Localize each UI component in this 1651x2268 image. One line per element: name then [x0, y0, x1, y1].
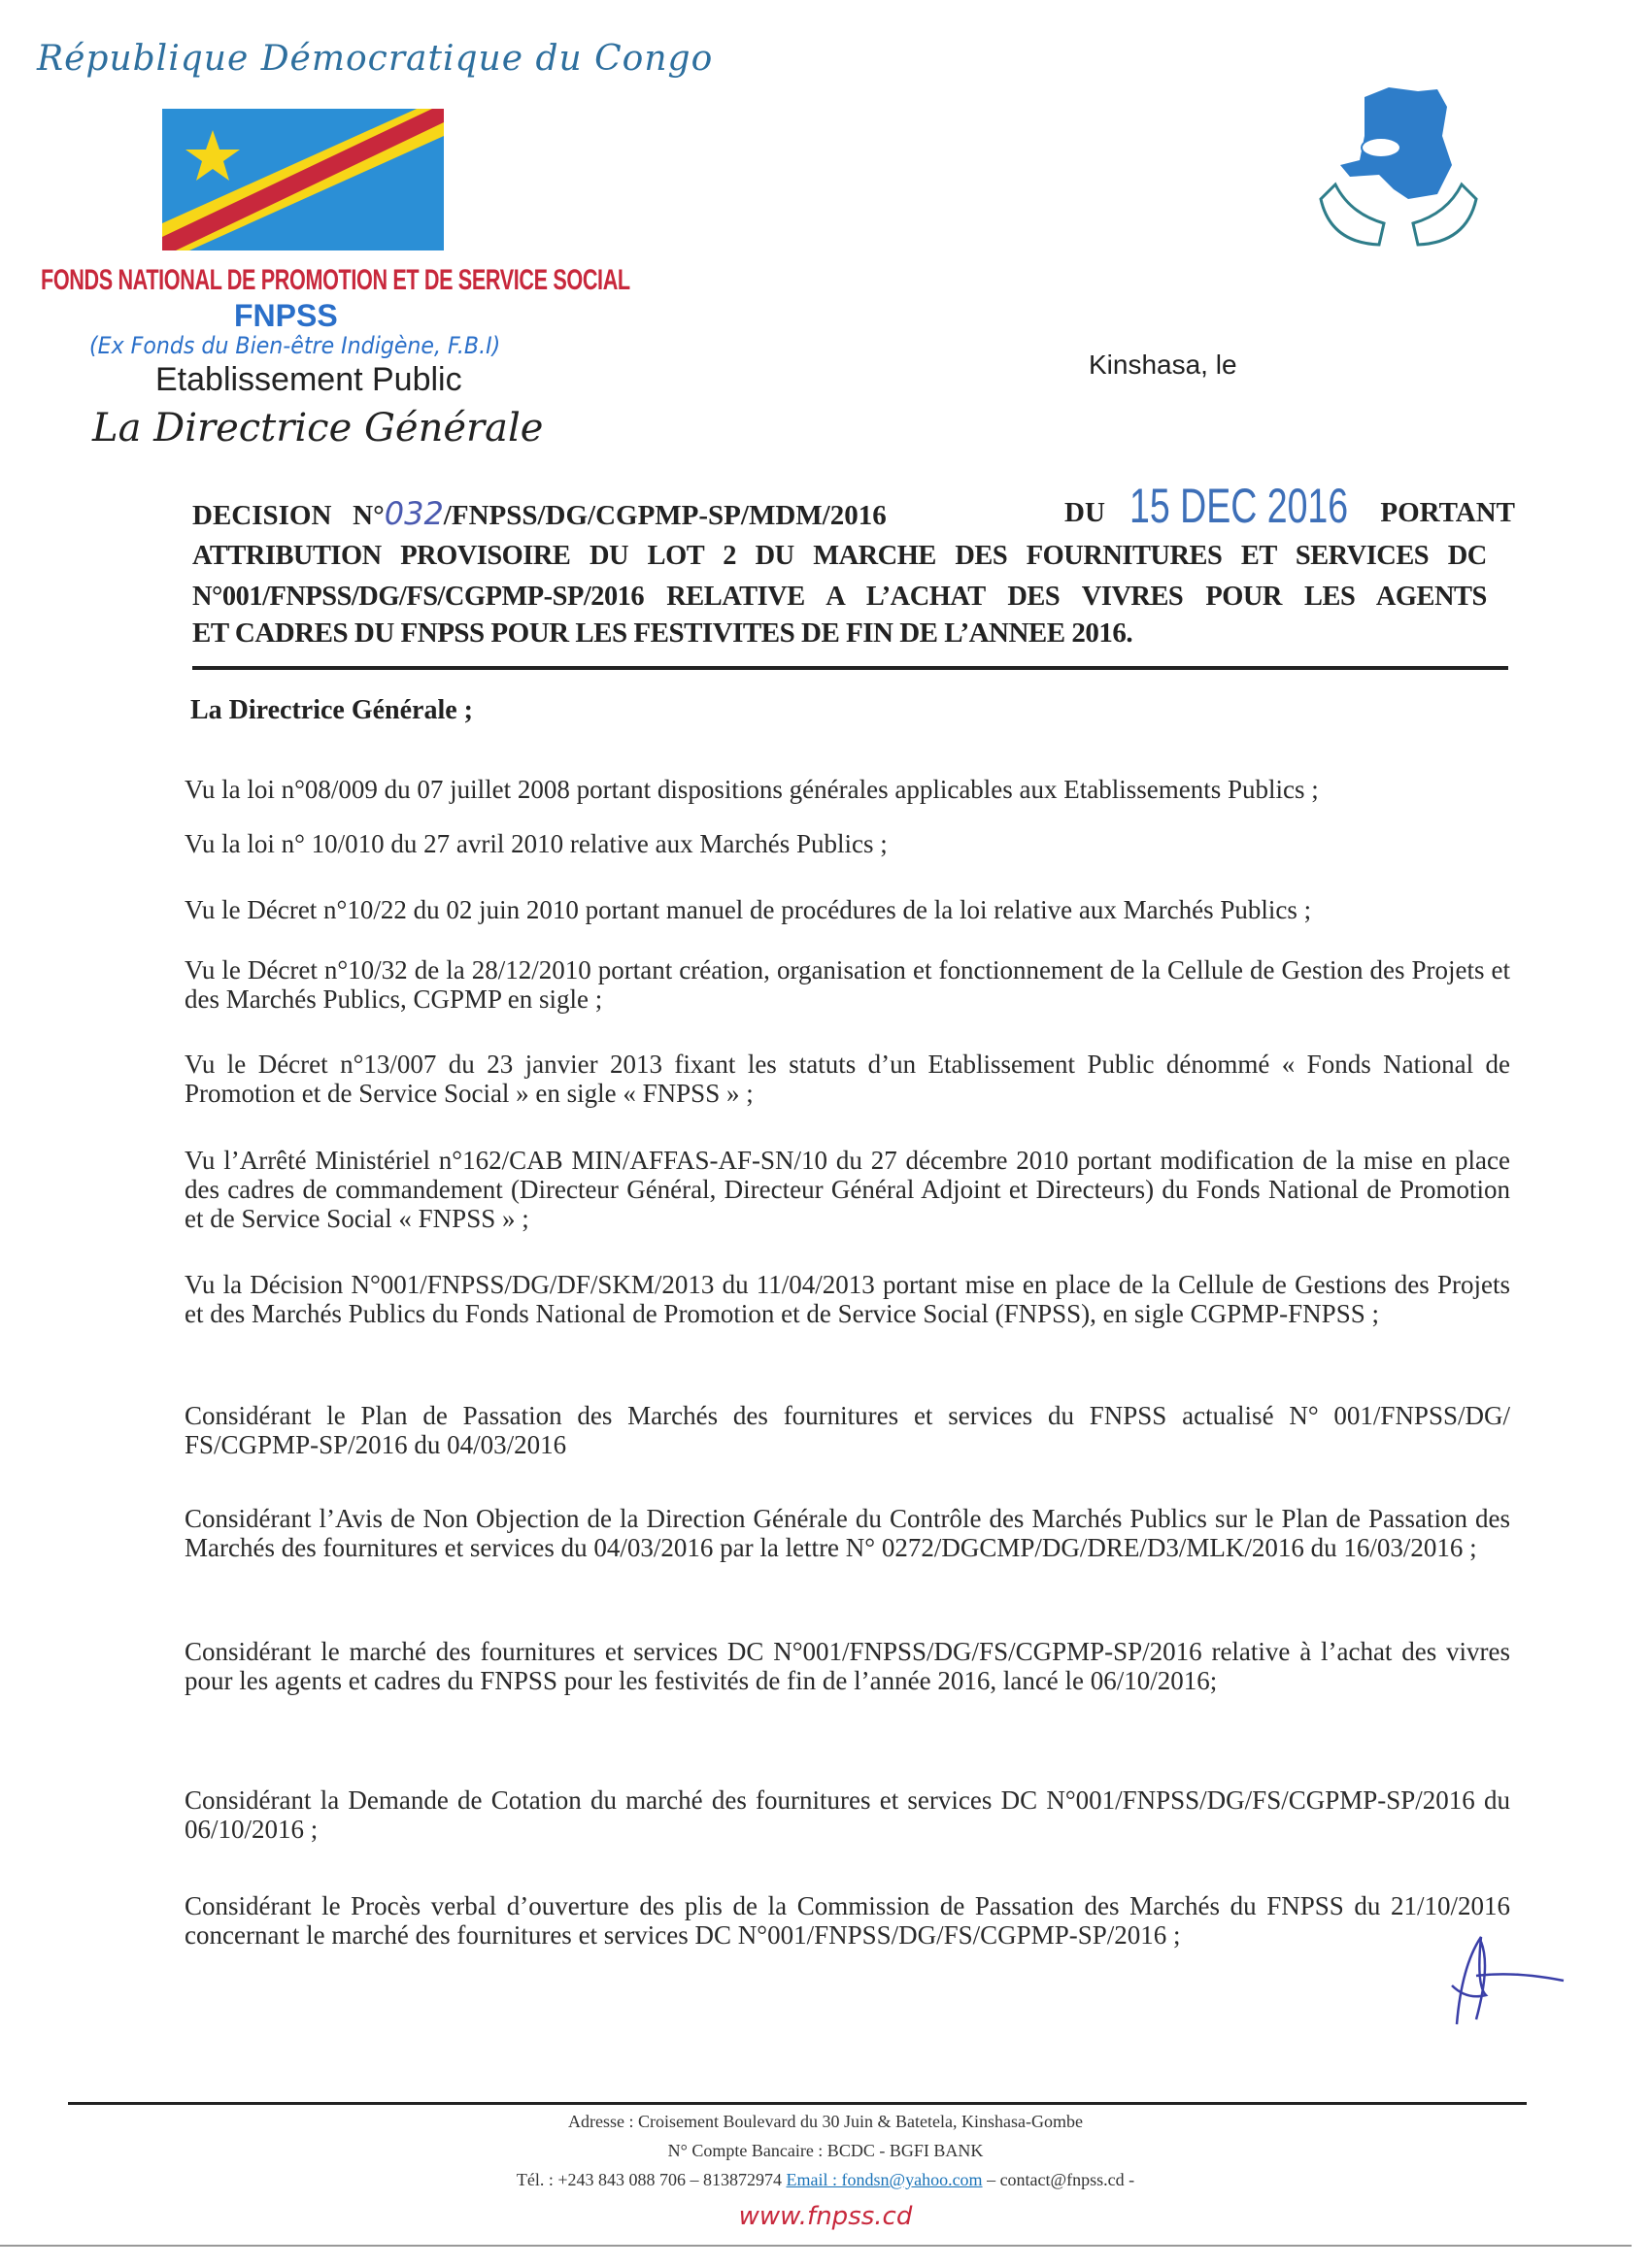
recital-paragraph: Vu la loi n°08/009 du 07 juillet 2008 portant dispositions générales applicables aux Etablissements Publics ; [185, 775, 1319, 804]
decision-reference: /FNPSS/DG/CGPMP-SP/MDM/2016 [443, 500, 887, 531]
office-title: La Directrice Générale [92, 406, 544, 450]
footer-divider [68, 2102, 1527, 2105]
portant-label: PORTANT [1380, 497, 1515, 528]
recital-paragraph: Vu l’Arrêté Ministériel n°162/CAB MIN/AFFAS-AF-SN/10 du 27 décembre 2010 portant modification de la mise en place des cadres de commandement (Directeur Général, Directeur Général Adjoint et Directeurs) du Fonds National de Promotion et de Service Social « FNPSS » ; [185, 1146, 1510, 1233]
place-date-label: Kinshasa, le [1089, 350, 1237, 380]
recital-paragraph: Vu la Décision N°001/FNPSS/DG/DF/SKM/2013 du 11/04/2013 portant mise en place de la Cellule de Gestions des Projets et des Marchés Publics du Fonds National de Promotion et de Service Social (FNPSS), en sigle CGPMP-FNPSS ; [185, 1270, 1510, 1328]
status-label: Etablissement Public [155, 361, 462, 398]
footer-phone: Tél. : +243 843 088 706 – 813872974 [516, 2170, 783, 2189]
footer-email-link[interactable]: Email : fondsn@yahoo.com [786, 2170, 983, 2189]
recital-paragraph: Considérant le marché des fournitures et services DC N°001/FNPSS/DG/FS/CGPMP-SP/2016 relative à l’achat des vivres pour les agents et cadres du FNPSS pour les festivités de fin de l’année 2016, lancé le 06/10/2016; [185, 1637, 1510, 1695]
recital-paragraph: Considérant l’Avis de Non Objection de la Direction Générale du Contrôle des Marchés Publics sur le Plan de Passation des Marchés des fournitures et services du 04/03/2016 par la lettre N° 0272/DGCMP/DG/DRE/D3/MLK/2016 du 16/03/2016 ; [185, 1504, 1510, 1562]
fnpss-logo-icon [1311, 78, 1486, 252]
country-name: République Démocratique du Congo [37, 39, 714, 79]
recital-paragraph: Considérant le Plan de Passation des Marchés des fournitures et services du FNPSS actualisé N° 001/FNPSS/DG/ FS/CGPMP-SP/2016 du 04/03/2016 [185, 1401, 1510, 1459]
title-divider [192, 666, 1508, 670]
initials-signature [1437, 1927, 1573, 2034]
drc-flag [162, 109, 444, 250]
decision-line-1 [192, 479, 1515, 534]
du-label: DU [1064, 497, 1105, 528]
recital-paragraph: Vu le Décret n°10/32 de la 28/12/2010 portant création, organisation et fonctionnement de la Cellule de Gestion des Projets et des Marchés Publics, CGPMP en sigle ; [185, 955, 1510, 1014]
salutation: La Directrice Générale ; [190, 695, 474, 725]
footer-contact: – contact@fnpss.cd - [987, 2170, 1135, 2189]
decision-title-line: N°001/FNPSS/DG/FS/CGPMP-SP/2016 RELATIVE A L’ACHAT DES VIVRES POUR LES AGENTS [192, 581, 1487, 612]
recital-paragraph: Considérant la Demande de Cotation du marché des fournitures et services DC N°001/FNPSS/DG/FS/CGPMP-SP/2016 du 06/10/2016 ; [185, 1785, 1510, 1844]
date-stamp: 15 DEC 2016 [1129, 479, 1349, 533]
recital-paragraph: Vu le Décret n°13/007 du 23 janvier 2013 fixant les statuts d’un Etablissement Public dénommé « Fonds National de Promotion et de Service Social » en sigle « FNPSS » ; [185, 1050, 1510, 1108]
footer-website[interactable]: www.fnpss.cd [738, 2202, 913, 2231]
org-name: FONDS NATIONAL DE PROMOTION ET DE SERVICE SOCIAL [41, 264, 630, 296]
page-bottom-edge [0, 2245, 1632, 2247]
recital-paragraph: Vu la loi n° 10/010 du 27 avril 2010 relative aux Marchés Publics ; [185, 829, 888, 858]
decision-title-line: ATTRIBUTION PROVISOIRE DU LOT 2 DU MARCHE DES FOURNITURES ET SERVICES DC [192, 540, 1487, 571]
decision-number: 032 [384, 495, 444, 532]
footer-contact-line [0, 2170, 1651, 2190]
footer-address: Adresse : Croisement Boulevard du 30 Juin & Batetela, Kinshasa-Gombe [568, 2112, 1083, 2131]
footer-bank: N° Compte Bancaire : BCDC - BGFI BANK [667, 2141, 984, 2160]
org-acronym: FNPSS [234, 298, 338, 333]
decision-prefix: DECISION N° [192, 500, 385, 531]
former-name: (Ex Fonds du Bien-être Indigène, F.B.I) [89, 332, 501, 359]
recital-paragraph: Considérant le Procès verbal d’ouverture des plis de la Commission de Passation des Marchés du FNPSS du 21/10/2016 concernant le marché des fournitures et services DC N°001/FNPSS/DG/FS/CGPMP-SP/2016 ; [185, 1891, 1510, 1950]
decision-title-line: ET CADRES DU FNPSS POUR LES FESTIVITES DE FIN DE L’ANNEE 2016. [192, 617, 1133, 649]
recital-paragraph: Vu le Décret n°10/22 du 02 juin 2010 portant manuel de procédures de la loi relative aux Marchés Publics ; [185, 895, 1312, 924]
